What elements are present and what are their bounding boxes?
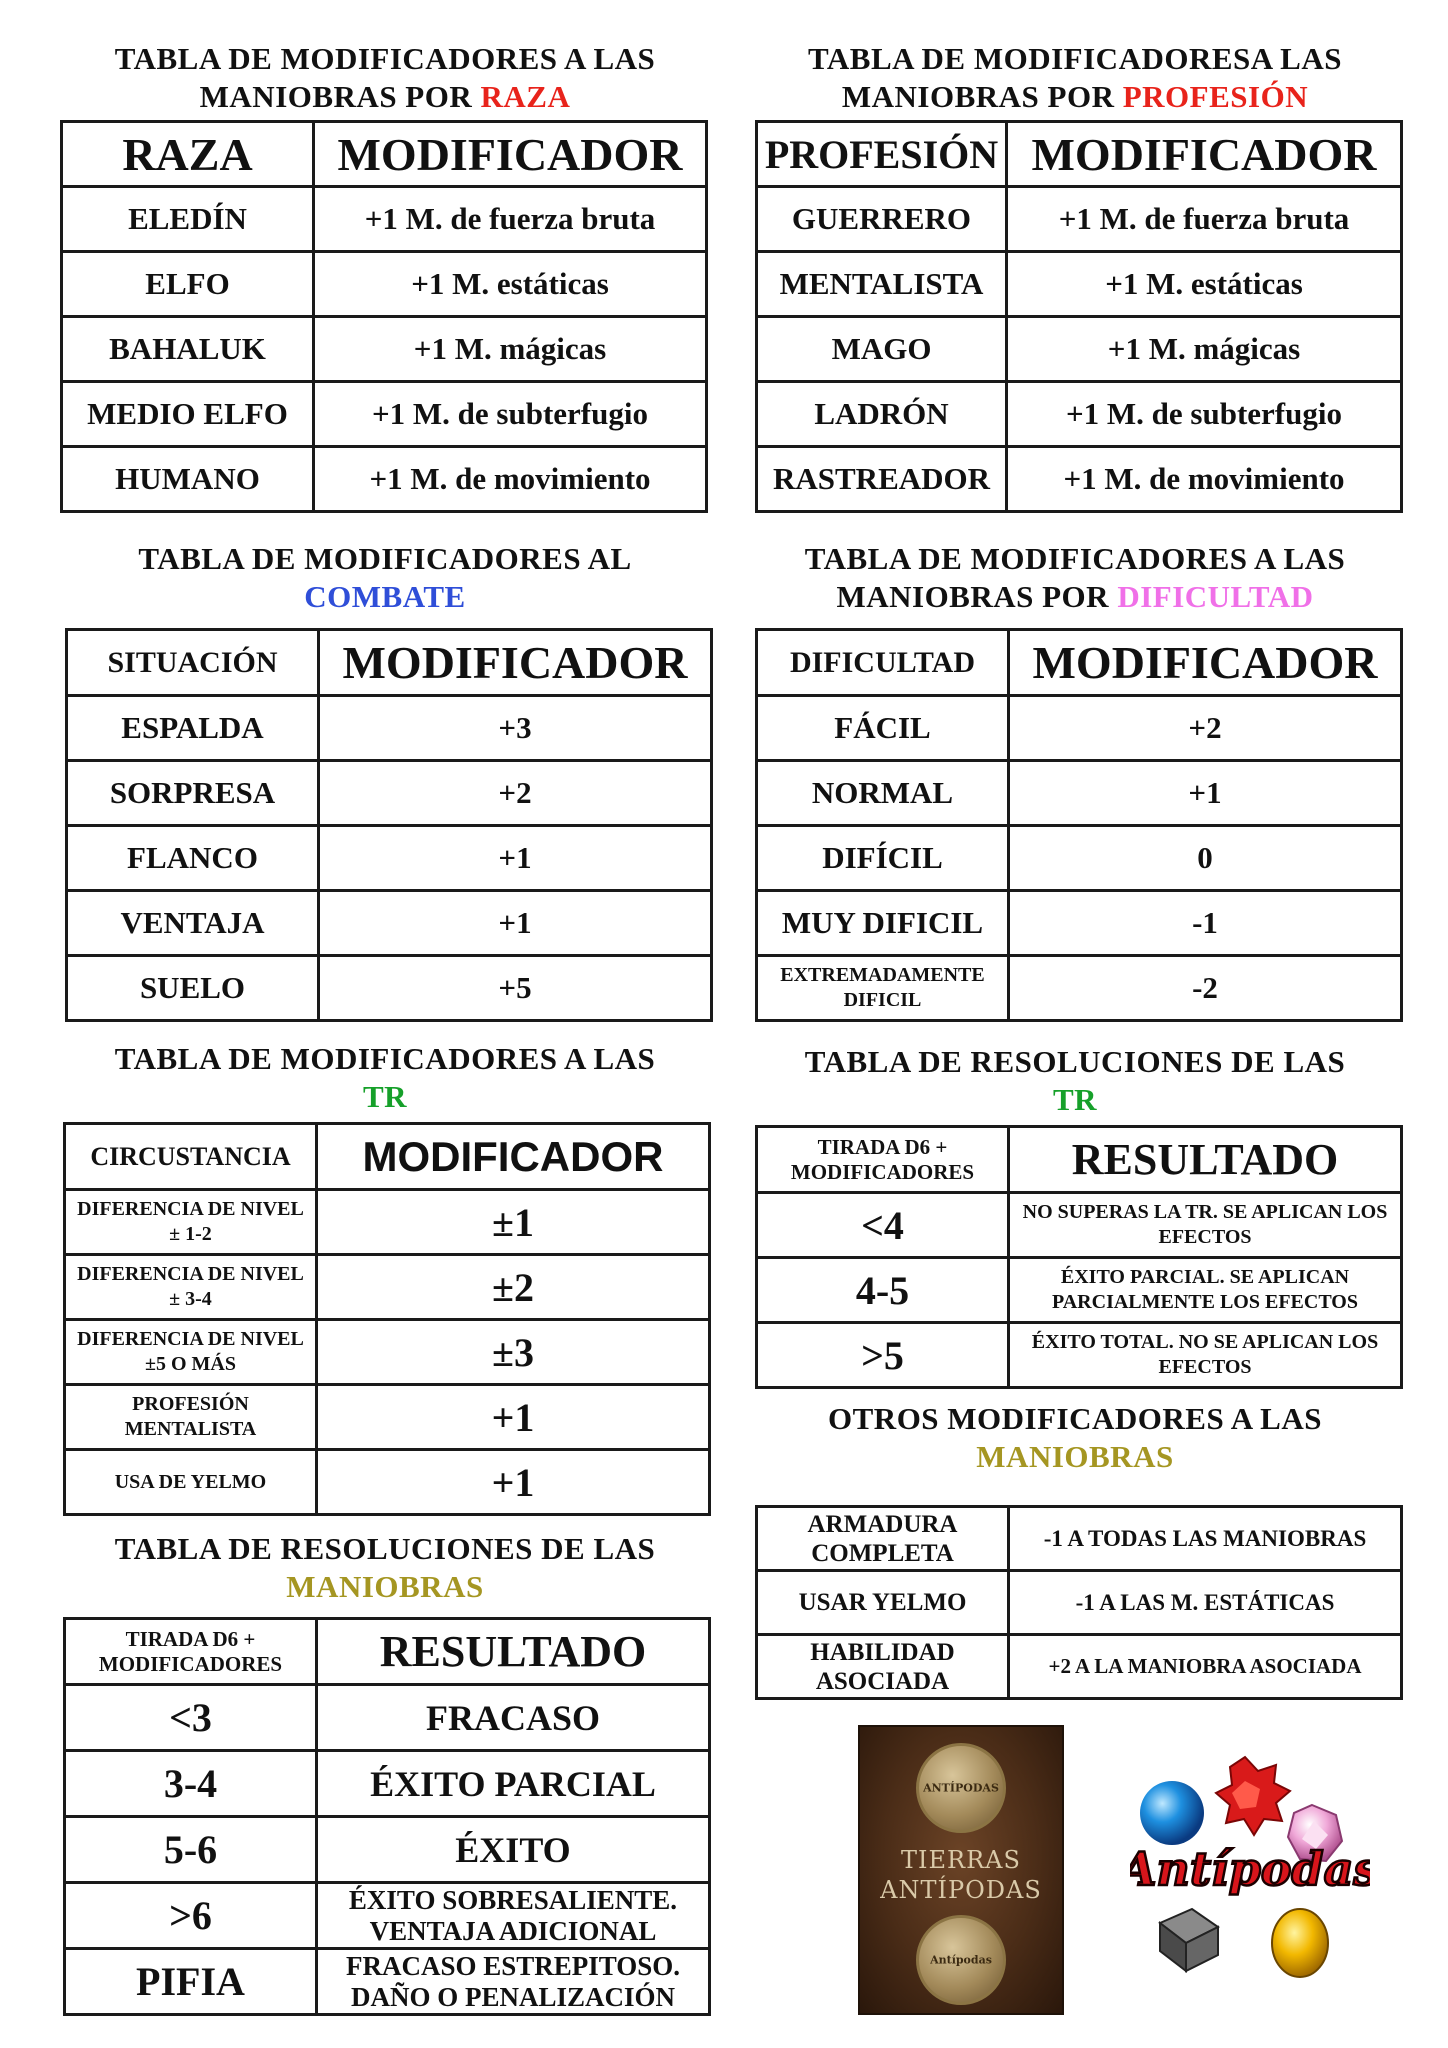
otros-title-line1: OTROS MODIFICADORES A LAS — [828, 1401, 1322, 1436]
dificultad-header-col2: MODIFICADOR — [1009, 630, 1402, 696]
raza-name: BAHALUK — [62, 317, 314, 382]
profesion-mod: +1 M. mágicas — [1007, 317, 1402, 382]
table-row — [67, 696, 712, 761]
tr-mod-title — [60, 1040, 710, 1116]
gold-gem-icon — [1272, 1909, 1328, 1977]
table-row — [757, 1571, 1402, 1635]
book-medal-top-text: ANTÍPODAS — [923, 1781, 999, 1795]
dificultad-title — [750, 540, 1400, 616]
book-medal-top — [916, 1743, 1006, 1833]
man-res-tirada: 3-4 — [65, 1751, 317, 1817]
profesion-mod: +1 M. estáticas — [1007, 252, 1402, 317]
combate-header-row — [67, 630, 712, 696]
tr-res-table — [755, 1125, 1403, 1389]
tr-mod-value: +1 — [317, 1385, 710, 1450]
table-row — [67, 891, 712, 956]
tr-res-header-col1: TIRADA D6 + MODIFICADORES — [757, 1127, 1009, 1193]
table-row — [757, 1258, 1402, 1323]
tr-mod-circunstancia: USA DE YELMO — [65, 1450, 317, 1515]
table-row — [757, 696, 1402, 761]
otros-efecto: +2 A LA MANIOBRA ASOCIADA — [1009, 1635, 1402, 1699]
table-row — [757, 891, 1402, 956]
dificultad-title-line2 — [750, 578, 1400, 616]
man-res-header-row — [65, 1619, 710, 1685]
tr-res-header-col2: RESULTADO — [1009, 1127, 1402, 1193]
profesion-mod: +1 M. de fuerza bruta — [1007, 187, 1402, 252]
table-row — [65, 1751, 710, 1817]
table-row — [757, 382, 1402, 447]
table-row — [65, 1949, 710, 2015]
tr-mod-value: ±2 — [317, 1255, 710, 1320]
otros-title — [750, 1400, 1400, 1476]
dificultad-nivel: DIFÍCIL — [757, 826, 1009, 891]
table-row — [67, 826, 712, 891]
combate-mod: +2 — [319, 761, 712, 826]
raza-name: MEDIO ELFO — [62, 382, 314, 447]
svg-text:Antípodas: Antípodas — [1130, 1842, 1370, 1896]
combate-header-col1: SITUACIÓN — [67, 630, 319, 696]
dificultad-nivel: MUY DIFICIL — [757, 891, 1009, 956]
man-res-header-col1: TIRADA D6 + MODIFICADORES — [65, 1619, 317, 1685]
otros-title-highlight: MANIOBRAS — [976, 1439, 1174, 1474]
tr-mod-value: +1 — [317, 1450, 710, 1515]
combate-situacion: SUELO — [67, 956, 319, 1021]
dificultad-title-prefix: MANIOBRAS POR — [836, 579, 1110, 614]
raza-header-col2: MODIFICADOR — [314, 122, 707, 187]
profesion-mod: +1 M. de subterfugio — [1007, 382, 1402, 447]
tr-mod-circunstancia: DIFERENCIA DE NIVEL ± 1-2 — [65, 1190, 317, 1255]
profesion-mod: +1 M. de movimiento — [1007, 447, 1402, 512]
table-row — [757, 317, 1402, 382]
antipodas-logo-text — [1130, 1842, 1370, 1896]
otros-table — [755, 1505, 1403, 1700]
otros-situacion: USAR YELMO — [757, 1571, 1009, 1635]
book-medal-bottom-text: Antípodas — [930, 1953, 992, 1967]
tr-mod-header-col2: MODIFICADOR — [317, 1124, 710, 1190]
table-row — [65, 1883, 710, 1949]
tr-mod-circunstancia: DIFERENCIA DE NIVEL ±5 O MÁS — [65, 1320, 317, 1385]
tr-res-title — [750, 1043, 1400, 1119]
man-res-tirada: >6 — [65, 1883, 317, 1949]
combate-table — [65, 628, 713, 1022]
combate-mod: +1 — [319, 891, 712, 956]
profesion-name: LADRÓN — [757, 382, 1007, 447]
table-row — [757, 1323, 1402, 1388]
raza-title-highlight: RAZA — [480, 79, 571, 114]
raza-title-line2 — [60, 78, 710, 116]
dificultad-nivel: FÁCIL — [757, 696, 1009, 761]
raza-header-col1: RAZA — [62, 122, 314, 187]
dificultad-mod: +2 — [1009, 696, 1402, 761]
antipodas-logo-art — [1130, 1745, 1370, 1985]
raza-title — [60, 40, 710, 116]
profesion-name: MAGO — [757, 317, 1007, 382]
combate-title-line1: TABLA DE MODIFICADORES AL — [138, 541, 632, 576]
book-title: TIERRAS ANTÍPODAS — [880, 1846, 1042, 1904]
book-cover — [858, 1725, 1064, 2015]
tr-res-tirada: 4-5 — [757, 1258, 1009, 1323]
dificultad-mod: +1 — [1009, 761, 1402, 826]
table-row — [757, 1635, 1402, 1699]
dificultad-title-highlight: DIFICULTAD — [1117, 579, 1314, 614]
table-row — [65, 1190, 710, 1255]
man-res-resultado: ÉXITO SOBRESALIENTE. VENTAJA ADICIONAL — [317, 1883, 710, 1949]
book-medal-bottom — [916, 1915, 1006, 2005]
tr-mod-title-line1: TABLA DE MODIFICADORES A LAS — [114, 1041, 656, 1076]
table-row — [757, 187, 1402, 252]
red-gem-icon — [1216, 1757, 1290, 1835]
otros-situacion: HABILIDAD ASOCIADA — [757, 1635, 1009, 1699]
raza-mod: +1 M. de fuerza bruta — [314, 187, 707, 252]
table-row — [67, 761, 712, 826]
antipodas-logo — [1130, 1745, 1370, 1985]
table-row — [62, 187, 707, 252]
tr-res-resultado: ÉXITO PARCIAL. SE APLICAN PARCIALMENTE LOS EFECTOS — [1009, 1258, 1402, 1323]
profesion-table — [755, 120, 1403, 513]
tr-res-title-highlight: TR — [1052, 1082, 1098, 1117]
combate-mod: +5 — [319, 956, 712, 1021]
table-row — [757, 826, 1402, 891]
man-res-resultado: FRACASO ESTREPITOSO. DAÑO O PENALIZACIÓN — [317, 1949, 710, 2015]
dificultad-title-line1: TABLA DE MODIFICADORES A LAS — [804, 541, 1346, 576]
man-res-title-line1: TABLA DE RESOLUCIONES DE LAS — [114, 1531, 656, 1566]
tr-res-title-line1: TABLA DE RESOLUCIONES DE LAS — [804, 1044, 1346, 1079]
profesion-title-line1: TABLA DE MODIFICADORESA LAS — [808, 41, 1342, 76]
table-row — [757, 252, 1402, 317]
table-row — [757, 1193, 1402, 1258]
man-res-tirada: <3 — [65, 1685, 317, 1751]
tr-res-resultado: ÉXITO TOTAL. NO SE APLICAN LOS EFECTOS — [1009, 1323, 1402, 1388]
raza-mod: +1 M. de movimiento — [314, 447, 707, 512]
man-res-tirada: 5-6 — [65, 1817, 317, 1883]
tr-res-tirada: >5 — [757, 1323, 1009, 1388]
tr-mod-circunstancia: DIFERENCIA DE NIVEL ± 3-4 — [65, 1255, 317, 1320]
tr-res-header-row — [757, 1127, 1402, 1193]
table-row — [62, 447, 707, 512]
table-row — [65, 1450, 710, 1515]
combate-title-highlight: COMBATE — [304, 579, 466, 614]
dificultad-table — [755, 628, 1403, 1022]
profesion-title-prefix: MANIOBRAS POR — [841, 79, 1115, 114]
dificultad-nivel: EXTREMADAMENTE DIFICIL — [757, 956, 1009, 1021]
man-res-resultado: FRACASO — [317, 1685, 710, 1751]
profesion-name: RASTREADOR — [757, 447, 1007, 512]
profesion-header-col1: PROFESIÓN — [757, 122, 1007, 187]
dificultad-mod: -1 — [1009, 891, 1402, 956]
blue-orb-icon — [1140, 1781, 1204, 1845]
tr-mod-value: ±3 — [317, 1320, 710, 1385]
table-row — [757, 1507, 1402, 1571]
man-res-title-highlight: MANIOBRAS — [286, 1569, 484, 1604]
raza-mod: +1 M. mágicas — [314, 317, 707, 382]
man-res-title — [60, 1530, 710, 1606]
otros-situacion: ARMADURA COMPLETA — [757, 1507, 1009, 1571]
table-row — [757, 447, 1402, 512]
combate-title — [60, 540, 710, 616]
dificultad-header-row — [757, 630, 1402, 696]
raza-title-line1: TABLA DE MODIFICADORES A LAS — [114, 41, 656, 76]
tr-mod-circunstancia: PROFESIÓN MENTALISTA — [65, 1385, 317, 1450]
profesion-name: GUERRERO — [757, 187, 1007, 252]
table-row — [65, 1320, 710, 1385]
tr-mod-table — [63, 1122, 711, 1516]
table-row — [65, 1817, 710, 1883]
gray-cube-icon — [1160, 1909, 1218, 1971]
profesion-title-line2 — [750, 78, 1400, 116]
otros-efecto: -1 A LAS M. ESTÁTICAS — [1009, 1571, 1402, 1635]
tr-mod-value: ±1 — [317, 1190, 710, 1255]
dificultad-nivel: NORMAL — [757, 761, 1009, 826]
profesion-header-row — [757, 122, 1402, 187]
profesion-title — [750, 40, 1400, 116]
raza-mod: +1 M. estáticas — [314, 252, 707, 317]
table-row — [65, 1385, 710, 1450]
table-row — [757, 761, 1402, 826]
combate-situacion: ESPALDA — [67, 696, 319, 761]
tr-res-resultado: NO SUPERAS LA TR. SE APLICAN LOS EFECTOS — [1009, 1193, 1402, 1258]
table-row — [67, 956, 712, 1021]
tr-mod-title-highlight: TR — [362, 1079, 408, 1114]
combate-situacion: FLANCO — [67, 826, 319, 891]
raza-table — [60, 120, 708, 513]
man-res-resultado: ÉXITO PARCIAL — [317, 1751, 710, 1817]
combate-situacion: SORPRESA — [67, 761, 319, 826]
raza-title-prefix: MANIOBRAS POR — [199, 79, 473, 114]
profesion-header-col2: MODIFICADOR — [1007, 122, 1402, 187]
man-res-header-col2: RESULTADO — [317, 1619, 710, 1685]
table-row — [757, 956, 1402, 1021]
table-row — [62, 382, 707, 447]
tr-res-tirada: <4 — [757, 1193, 1009, 1258]
tr-mod-header-row — [65, 1124, 710, 1190]
combate-mod: +1 — [319, 826, 712, 891]
profesion-name: MENTALISTA — [757, 252, 1007, 317]
raza-mod: +1 M. de subterfugio — [314, 382, 707, 447]
dificultad-mod: 0 — [1009, 826, 1402, 891]
otros-efecto: -1 A TODAS LAS MANIOBRAS — [1009, 1507, 1402, 1571]
man-res-table — [63, 1617, 711, 2016]
profesion-title-highlight: PROFESIÓN — [1122, 79, 1309, 114]
dificultad-header-col1: DIFICULTAD — [757, 630, 1009, 696]
raza-header-row — [62, 122, 707, 187]
table-row — [65, 1685, 710, 1751]
man-res-tirada: PIFIA — [65, 1949, 317, 2015]
raza-name: ELEDÍN — [62, 187, 314, 252]
table-row — [65, 1255, 710, 1320]
combate-mod: +3 — [319, 696, 712, 761]
man-res-resultado: ÉXITO — [317, 1817, 710, 1883]
table-row — [62, 252, 707, 317]
combate-situacion: VENTAJA — [67, 891, 319, 956]
tr-mod-header-col1: CIRCUSTANCIA — [65, 1124, 317, 1190]
raza-name: ELFO — [62, 252, 314, 317]
table-row — [62, 317, 707, 382]
dificultad-mod: -2 — [1009, 956, 1402, 1021]
raza-name: HUMANO — [62, 447, 314, 512]
combate-header-col2: MODIFICADOR — [319, 630, 712, 696]
